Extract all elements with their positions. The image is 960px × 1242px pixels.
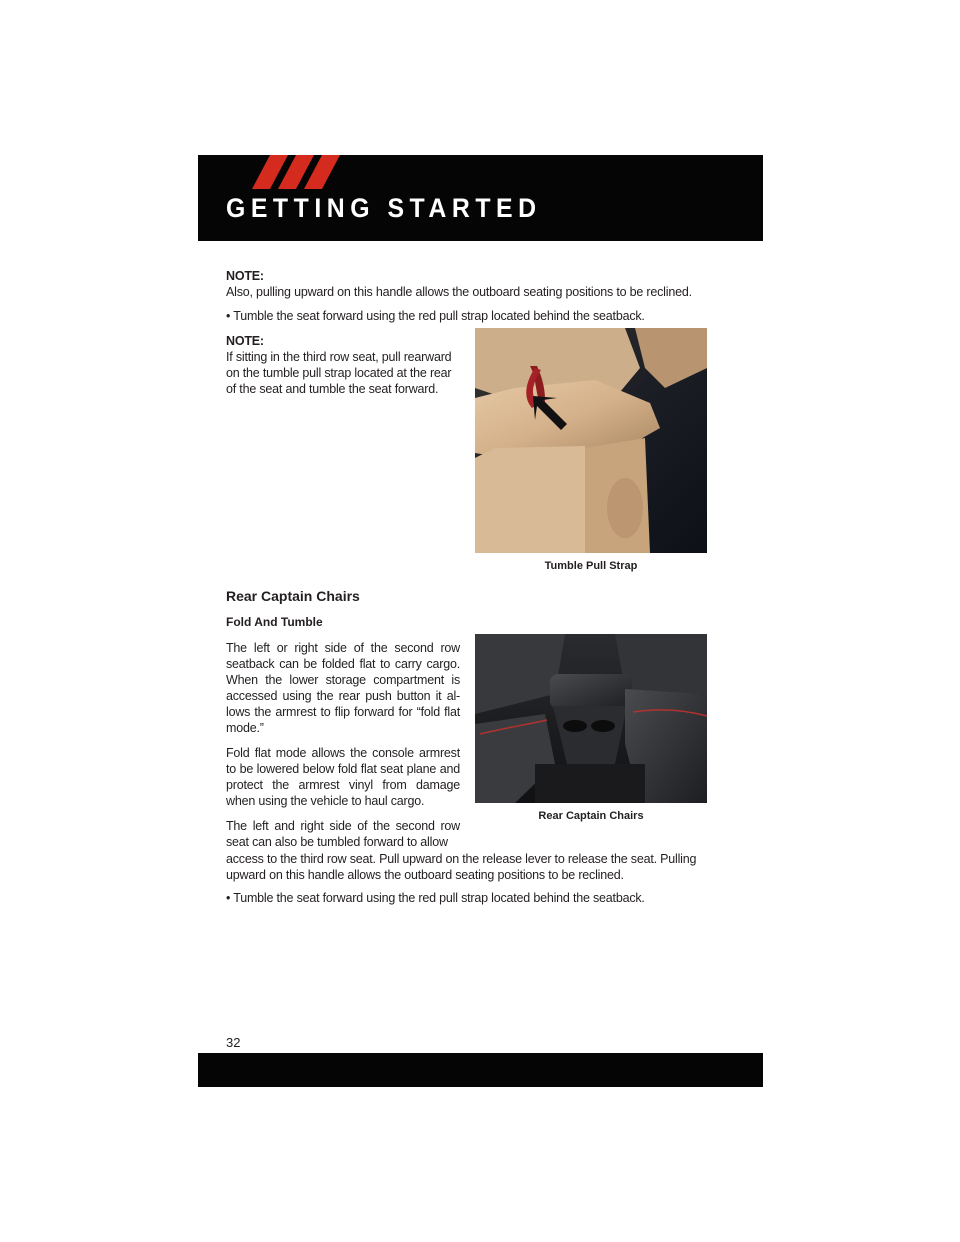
note-label: NOTE: (226, 269, 264, 283)
subsection-heading: Fold And Tumble (226, 615, 323, 629)
figure-caption: Rear Captain Chairs (538, 810, 644, 822)
page-number: 32 (226, 1035, 241, 1050)
paragraph-continued (226, 851, 766, 883)
section-title: GETTING STARTED (226, 193, 542, 223)
note-line: of the seat and tumble the seat forward. (226, 382, 439, 396)
bullet-item: • Tumble the seat forward using the red pull strap located behind the seatback. (226, 891, 645, 905)
paragraph: The left or right side of the second row seatback can be folded flat to carry cargo. When the lower storage compartment is accessed using the rear push button it al-lows the armrest to flip forward for “fold flat mode.” (226, 641, 460, 735)
paragraph: Fold flat mode allows the console armrest to be lowered below fold flat seat plane and protect the armrest vinyl from damage when using the vehicle to haul cargo. (226, 746, 460, 808)
note-text: Also, pulling upward on this handle allows the outboard seating positions to be reclined. (226, 285, 692, 299)
paragraph-line: access to the third row seat. Pull upward on the release lever to release the seat. Pulling (226, 852, 697, 866)
figure-caption: Tumble Pull Strap (544, 560, 638, 572)
bullet-item: • Tumble the seat forward using the red pull strap located behind the seatback. (226, 309, 645, 323)
note-block-2 (226, 333, 466, 397)
note-block-1 (226, 268, 766, 300)
footer-bar (198, 1053, 763, 1087)
rear-captain-chairs-photo (475, 634, 707, 803)
note-line: on the tumble pull strap located at the rear (226, 366, 452, 380)
note-line: If sitting in the third row seat, pull rearward (226, 350, 452, 364)
tumble-pull-strap-photo (475, 328, 707, 553)
section-header-bar (198, 155, 763, 241)
brand-stripes-logo (248, 155, 348, 189)
note-label: NOTE: (226, 334, 264, 348)
section-heading: Rear Captain Chairs (226, 588, 360, 604)
paragraph-line: upward on this handle allows the outboard seating positions to be reclined. (226, 868, 624, 882)
paragraph: The left and right side of the second row seat can also be tumbled forward to allow (226, 819, 460, 849)
